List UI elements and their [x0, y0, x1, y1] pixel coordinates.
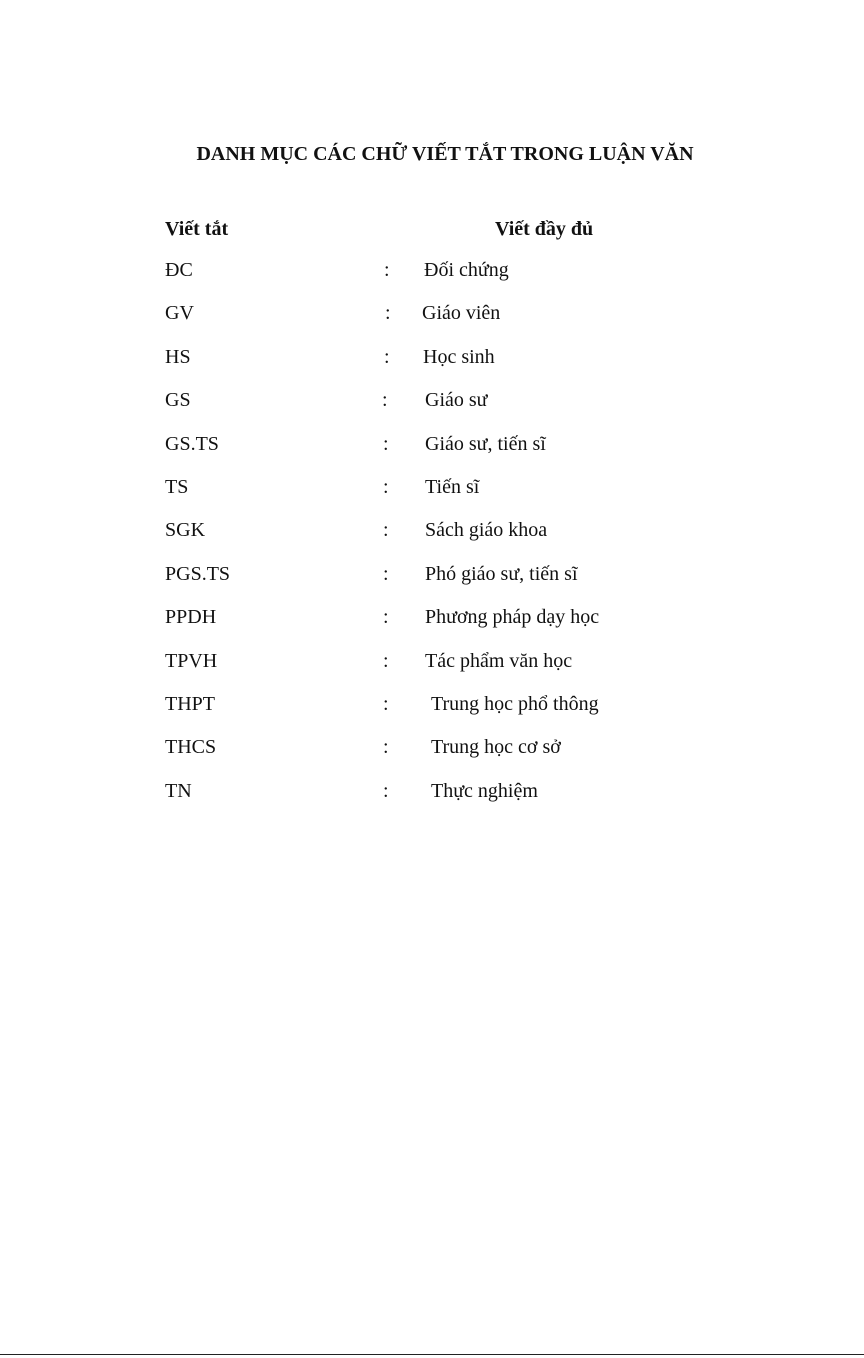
page-title: DANH MỤC CÁC CHỮ VIẾT TẮT TRONG LUẬN VĂN	[196, 143, 694, 165]
full-form-text: Tác phẩm văn học	[425, 649, 573, 672]
abbreviation-row	[0, 259, 864, 302]
abbreviation-row	[0, 693, 864, 736]
full-form-text: Trung học phổ thông	[431, 692, 599, 715]
abbreviation-term: PGS.TS	[165, 562, 231, 585]
full-form-text: Thực nghiệm	[431, 779, 538, 802]
abbreviation-term: PPDH	[165, 606, 217, 629]
separator-colon: :	[383, 649, 389, 672]
abbreviation-row	[0, 780, 864, 823]
separator-colon: :	[382, 389, 388, 412]
abbreviation-term: TN	[165, 779, 192, 802]
full-form-column-header: Viết đầy đủ	[495, 218, 594, 240]
abbreviation-term: GS	[165, 389, 191, 412]
abbreviation-term: GV	[165, 302, 194, 325]
separator-colon: :	[383, 432, 389, 455]
full-form-text: Học sinh	[423, 345, 495, 368]
abbreviation-row	[0, 302, 864, 345]
separator-colon: :	[384, 259, 390, 281]
abbreviation-row	[0, 389, 864, 432]
abbreviation-term: ĐC	[165, 259, 193, 281]
abbreviation-row	[0, 650, 864, 693]
abbreviation-row	[0, 519, 864, 562]
full-form-text: Giáo viên	[422, 302, 501, 325]
abbreviation-row	[0, 476, 864, 519]
page-bottom-rule	[0, 1354, 864, 1355]
separator-colon: :	[383, 606, 389, 629]
full-form-text: Trung học cơ sở	[431, 736, 561, 759]
full-form-text: Tiến sĩ	[425, 475, 480, 498]
abbreviation-term: THCS	[165, 736, 217, 759]
separator-colon: :	[385, 302, 391, 325]
abbreviation-term: TPVH	[165, 649, 218, 672]
separator-colon: :	[383, 475, 389, 498]
abbreviation-list	[0, 259, 864, 823]
abbreviation-row	[0, 736, 864, 779]
full-form-text: Đối chứng	[424, 259, 509, 281]
separator-colon: :	[383, 779, 389, 802]
separator-colon: :	[383, 519, 389, 542]
abbreviation-row	[0, 563, 864, 606]
abbreviation-row	[0, 346, 864, 389]
full-form-text: Phó giáo sư, tiến sĩ	[425, 562, 578, 585]
full-form-text: Giáo sư	[425, 389, 488, 412]
abbreviation-row	[0, 433, 864, 476]
separator-colon: :	[383, 692, 389, 715]
abbreviation-term: HS	[165, 345, 191, 368]
abbreviation-term: THPT	[165, 692, 215, 715]
full-form-text: Giáo sư, tiến sĩ	[425, 432, 546, 455]
abbreviation-term: SGK	[165, 519, 206, 542]
full-form-text: Sách giáo khoa	[425, 519, 548, 542]
separator-colon: :	[383, 562, 389, 585]
abbreviation-column-header: Viết tắt	[165, 218, 229, 240]
full-form-text: Phương pháp dạy học	[425, 606, 600, 629]
separator-colon: :	[383, 736, 389, 759]
abbreviation-term: GS.TS	[165, 432, 219, 455]
separator-colon: :	[384, 345, 390, 368]
abbreviation-row	[0, 606, 864, 649]
abbreviation-term: TS	[165, 475, 189, 498]
